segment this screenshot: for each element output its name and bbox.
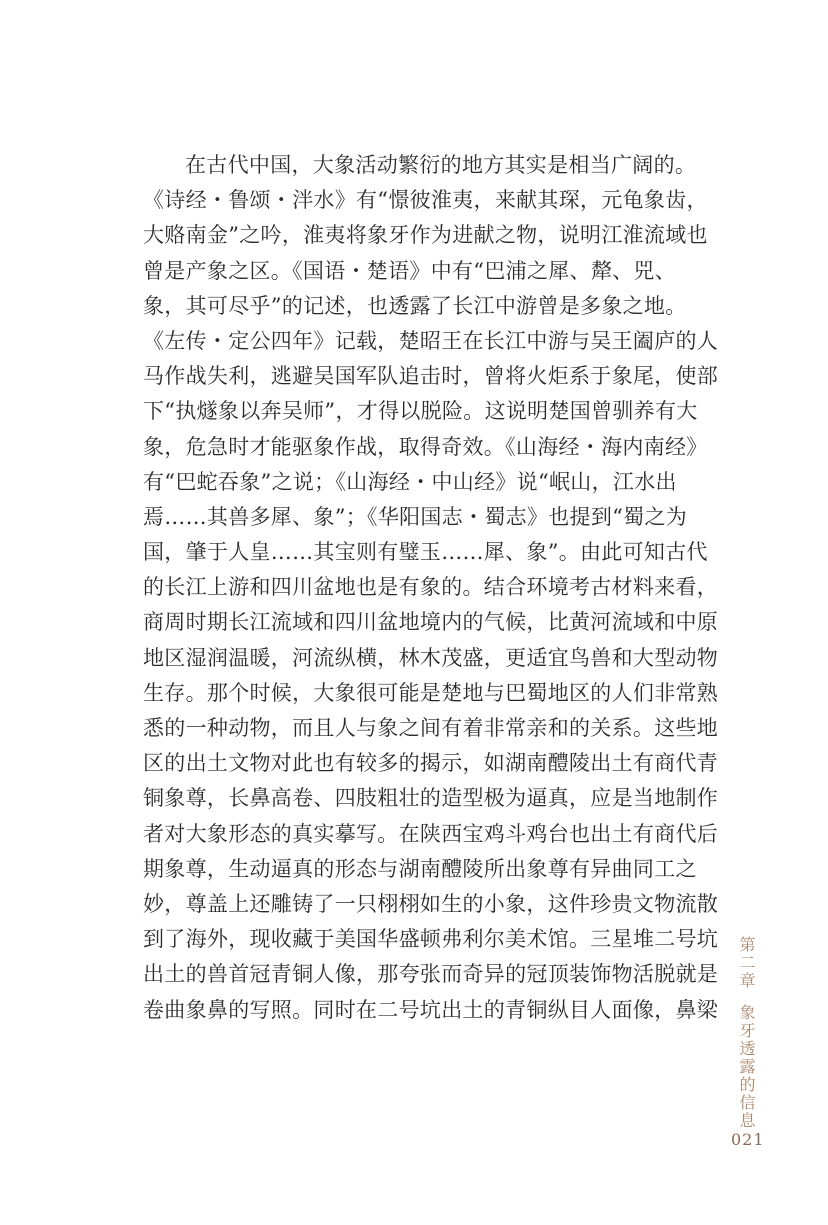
text-line: 区的出土文物对此也有较多的揭示，如湖南醴陵出土有商代青 bbox=[143, 751, 719, 776]
text-line: 马作战失利，逃避吴国军队追击时，曾将火炬系于象尾，使部 bbox=[143, 364, 719, 389]
text-line: 悉的一种动物，而且人与象之间有着非常亲和的关系。这些地 bbox=[143, 716, 719, 740]
text-line: 卷曲象鼻的写照。同时在二号坑出土的青铜纵目人面像，鼻梁 bbox=[143, 997, 719, 1022]
chapter-label: 第二章 bbox=[737, 936, 756, 990]
text-line: 象，其可尽乎”的记述，也透露了长江中游曾是多象之地。 bbox=[143, 293, 687, 318]
text-line: 者对大象形态的真实摹写。在陕西宝鸡斗鸡台也出土有商代后 bbox=[143, 821, 719, 846]
text-line: 生存。那个时候，大象很可能是楚地与巴蜀地区的人们非常熟 bbox=[143, 680, 719, 705]
text-line: 焉……其兽多犀、象”；《华阳国志・蜀志》也提到“蜀之为 bbox=[143, 504, 688, 529]
text-line: 曾是产象之区。《国语・楚语》中有“巴浦之犀、犛、兕、 bbox=[143, 258, 677, 283]
text-line: 《诗经・鲁颂・泮水》有“憬彼淮夷，来献其琛，元龟象齿， bbox=[143, 188, 708, 213]
text-line: 铜象尊，长鼻高卷、四肢粗壮的造型极为逼真，应是当地制作 bbox=[143, 786, 719, 811]
text-line: 的长江上游和四川盆地也是有象的。结合环境考古材料来看， bbox=[143, 575, 719, 600]
text-line: 有“巴蛇吞象”之说；《山海经・中山经》说“岷山，江水出 bbox=[143, 469, 677, 494]
text-line: 在古代中国，大象活动繁衍的地方其实是相当广阔的。 bbox=[185, 153, 697, 177]
chapter-title: 象牙透露的信息 bbox=[737, 1004, 756, 1130]
text-line: 《左传・定公四年》记载，楚昭王在长江中游与吴王阖庐的人 bbox=[143, 328, 719, 353]
text-line: 下“执燧象以奔吴师”，才得以脱险。这说明楚国曾驯养有大 bbox=[143, 399, 698, 424]
text-line: 地区湿润温暖，河流纵横，林木茂盛，更适宜鸟兽和大型动物 bbox=[143, 645, 719, 670]
running-head bbox=[732, 936, 758, 1130]
body-paragraph bbox=[143, 148, 719, 1028]
text-line: 象，危急时才能驱象作战，取得奇效。《山海经・海内南经》 bbox=[143, 434, 708, 459]
page-number: 021 bbox=[731, 1130, 765, 1149]
text-line: 商周时期长江流域和四川盆地境内的气候，比黄河流域和中原 bbox=[143, 610, 719, 635]
text-line: 出土的兽首冠青铜人像，那夸张而奇异的冠顶装饰物活脱就是 bbox=[143, 962, 719, 987]
text-line: 期象尊，生动逼真的形态与湖南醴陵所出象尊有异曲同工之 bbox=[143, 856, 697, 881]
text-line: 大赂南金”之吟，淮夷将象牙作为进献之物，说明江淮流域也 bbox=[143, 223, 708, 248]
text-line: 到了海外，现收藏于美国华盛顿弗利尔美术馆。三星堆二号坑 bbox=[143, 927, 719, 952]
text-line: 妙，尊盖上还雕铸了一只栩栩如生的小象，这件珍贵文物流散 bbox=[143, 891, 719, 916]
text-line: 国，肇于人皇……其宝则有璧玉……犀、象”。由此可知古代 bbox=[143, 540, 708, 565]
